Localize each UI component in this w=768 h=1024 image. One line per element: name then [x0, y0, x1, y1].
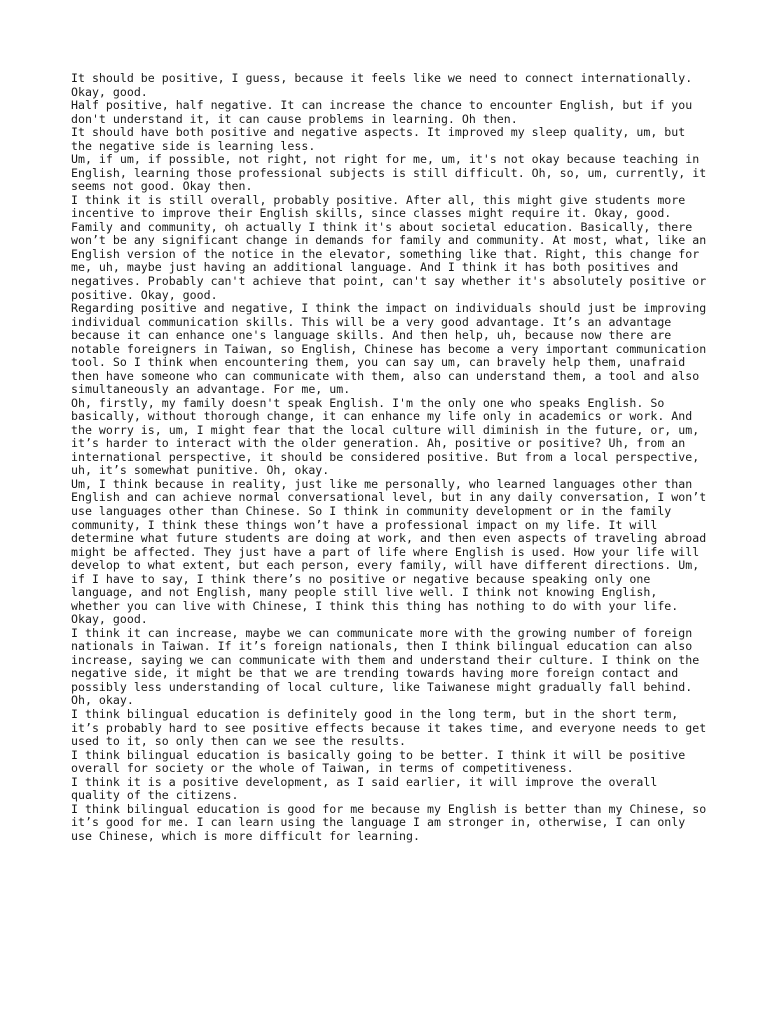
- paragraph-11: I think bilingual education is definitely good in the long term, but in the short term, it’s probably hard to see positive effects because it takes time, and everyone needs to get used to it, so only then can we see the results.: [71, 706, 707, 749]
- paragraph-7: Regarding positive and negative, I think the impact on individuals should just be improving individual communication skills. This will be a very good advantage. It’s an advantage because it can enhance one's language skills. And then help, uh, because now there are notable foreigners in Taiwan, so English, Chinese has become a very important communication tool. So I think when encountering them, you can say um, can bravely help them, unafraid then have someone who can communicate with them, also can understand them, a tool and also simultaneously an advantage. For me, um.: [71, 301, 707, 397]
- paragraph-1: It should be positive, I guess, because it feels like we need to connect internationally. Okay, good.: [71, 71, 693, 99]
- paragraph-4: Um, if um, if possible, not right, not right for me, um, it's not okay because teaching in English, learning those professional subjects is still difficult. Oh, so, um, currently, it seems not good. Okay then.: [71, 152, 707, 194]
- paragraph-10: I think it can increase, maybe we can communicate more with the growing number of foreign nationals in Taiwan. If it’s foreign nationals, then I think bilingual education can also increase, saying we can communicate with them and understand their culture. I think on the negative side, it might be that we are trending towards having more foreign contact and possibly less understanding of local culture, like Taiwanese might gradually fall behind. Oh, okay.: [71, 625, 700, 708]
- document-page: [71, 72, 711, 843]
- paragraph-9: Um, I think because in reality, just like me personally, who learned languages other than English and can achieve normal conversational level, but in any daily conversation, I won’t use languages other than Chinese. So I think in community development or in the family community, I think these things won’t have a professional impact on my life. It will determine what future students are doing at work, and then even aspects of traveling abroad might be affected. They just have a part of life where English is used. How your life will develop to what extent, but each person, every family, will have different directions. Um, if I have to say, I think there’s no positive or negative because speaking only one language, and not English, many people still live well. I think not knowing English, whether you can live with Chinese, I think this thing has nothing to do with your life. Okay, good.: [71, 476, 707, 627]
- paragraph-3: It should have both positive and negative aspects. It improved my sleep quality, um, but the negative side is learning less.: [71, 125, 686, 153]
- paragraph-14: I think bilingual education is good for me because my English is better than my Chinese, so it’s good for me. I can learn using the language I am stronger in, otherwise, I can only use Chinese, which is more difficult for learning.: [71, 801, 707, 843]
- paragraph-2: Half positive, half negative. It can increase the chance to encounter English, but if you don't understand it, it can cause problems in learning. Oh then.: [71, 98, 693, 126]
- paragraph-5: I think it is still overall, probably positive. After all, this might give students more incentive to improve their English skills, since classes might require it. Okay, good.: [71, 192, 686, 221]
- paragraph-8: Oh, firstly, my family doesn't speak English. I'm the only one who speaks English. So basically, without thorough change, it can enhance my life only in academics or work. And the worry is, um, I might fear that the local culture will diminish in the future, or, um, it’s harder to interact with the older generation. Ah, positive or positive? Uh, from an international perspective, it should be considered positive. But from a local perspective, uh, it’s somewhat punitive. Oh, okay.: [71, 395, 700, 478]
- paragraph-13: I think it is a positive development, as I said earlier, it will improve the overall quality of the citizens.: [71, 774, 658, 803]
- paragraph-6: Family and community, oh actually I think it's about societal education. Basically, there won’t be any significant change in demands for family and community. At most, what, like an English version of the notice in the elevator, something like that. Right, this change for me, uh, maybe just having an additional language. And I think it has both positives and negatives. Probably can't achieve that point, can't say whether it's absolutely positive or positive. Okay, good.: [71, 219, 707, 302]
- paragraph-12: I think bilingual education is basically going to be better. I think it will be positive overall for society or the whole of Taiwan, in terms of competitiveness.: [71, 747, 686, 776]
